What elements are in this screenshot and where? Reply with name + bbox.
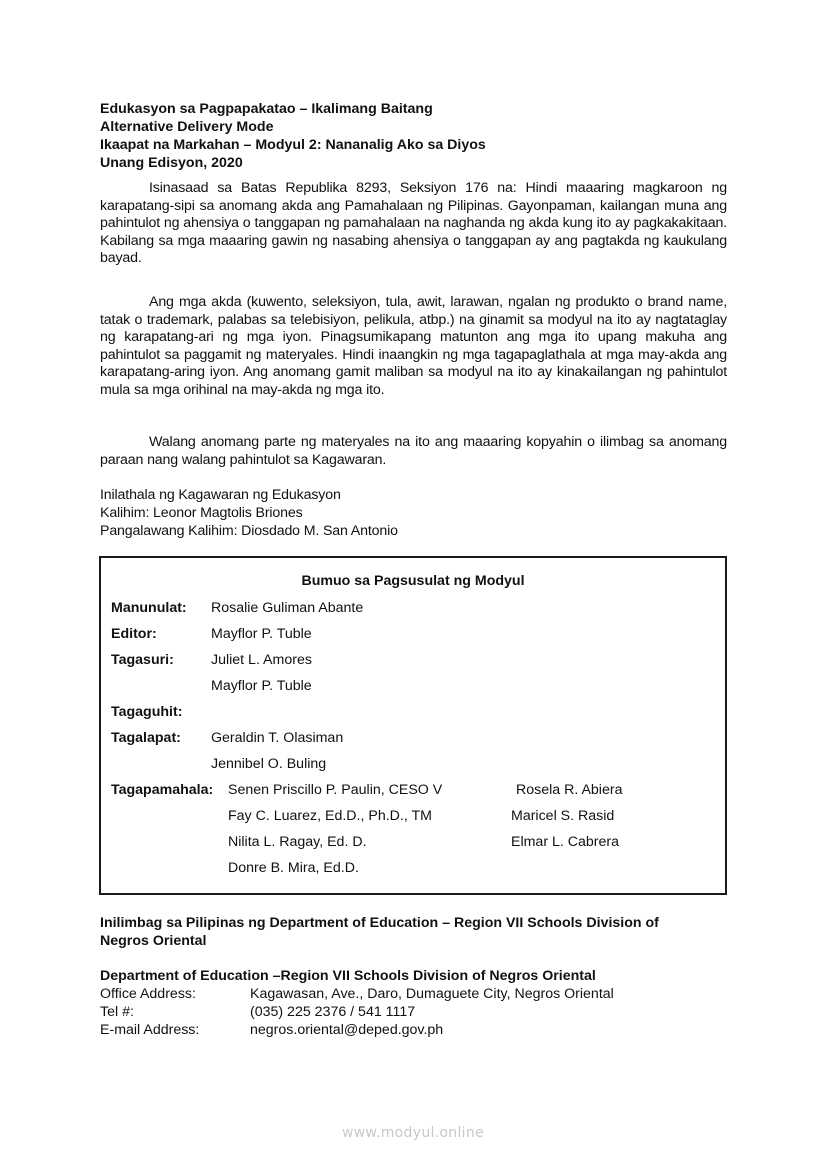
credit-value: Juliet L. Amores [211,652,312,668]
credit-label: Tagalapat: [111,730,181,746]
credit-row-managers-2 [111,807,711,825]
manager-name: Maricel S. Rasid [511,808,615,824]
contact-row-tel [100,1003,740,1021]
copyright-paragraph-3 [100,434,727,469]
paragraph-text: Ang mga akda (kuwento, seleksiyon, tula, awit, larawan, ngalan ng produkto o brand name, tatak o trademark, palabas sa telebisiyon, pelikula, atbp.) na ginamit sa modyul na ito ay nagtataglay ng karapatang-ari ng mga iyon. Pinagsumikapang matunton ang mga ito upang makuha ang pahintulot sa paggamit ng materyales. Hindi inaangkin ng mga tagapaglathala at mga may-akda ang karapatang-aring iyon. Ang anomang gamit maliban sa modyul na ito ay kinakailangan ng pahintulot mula sa mga orihinal na may-akda ng mga ito. [100,294,727,398]
manager-name: Fay C. Luarez, Ed.D., Ph.D., TM [228,808,432,824]
credit-value: Rosalie Guliman Abante [211,600,364,616]
credit-row-managers-4 [111,859,711,877]
publisher-line: Inilathala ng Kagawaran ng Edukasyon [100,487,341,503]
watermark: www.modyul.online [342,1125,484,1141]
credit-row-managers-3 [111,833,711,851]
undersecretary-line: Pangalawang Kalihim: Diosdado M. San Antonio [100,523,398,539]
credit-label: Editor: [111,626,157,642]
document-header [100,100,740,172]
credit-label: Manunulat: [111,600,187,616]
contact-value: negros.oriental@deped.gov.ph [250,1022,444,1038]
credit-value: Mayflor P. Tuble [211,678,312,694]
contact-row-email [100,1021,740,1039]
contact-label: E-mail Address: [100,1022,200,1038]
manager-name: Nilita L. Ragay, Ed. D. [228,834,367,850]
credit-value: Geraldin T. Olasiman [211,730,344,746]
manager-name: Rosela R. Abiera [516,782,623,798]
printed-line: Negros Oriental [100,933,207,949]
contact-label: Tel #: [100,1004,134,1020]
credit-label: Tagasuri: [111,652,174,668]
credit-row-managers [111,781,711,799]
edition: Unang Edisyon, 2020 [100,155,243,171]
credit-label: Tagapamahala: [111,782,214,798]
contact-row-address [100,985,740,1003]
paragraph-text: Isinasaad sa Batas Republika 8293, Seksiyon 176 na: Hindi maaaring magkaroon ng karapatang-sipi sa anomang akda ang Pamahalaan ng Pilipinas. Gayonpaman, kailangan muna ang pahintulot ng ahensiya o tanggapan ng pamahalaan na naghanda ng akda kung ito ay pagkakakitaan. Kabilang sa mga maaaring gawin ng nasabing ahensiya o tanggapan ay ang pagtakda ng kaukulang bayad. [100,180,727,267]
copyright-paragraph-2 [100,294,727,400]
credit-value: Jennibel O. Buling [211,756,327,772]
printed-notice [100,914,740,950]
manager-name: Donre B. Mira, Ed.D. [228,860,359,876]
copyright-paragraph-1 [100,180,727,268]
printed-line: Inilimbag sa Pilipinas ng Department of Education – Region VII Schools Division of [100,915,659,931]
credits-title: Bumuo sa Pagsusulat ng Modyul [301,573,525,589]
module-title: Ikaapat na Markahan – Modyul 2: Nananalig Ako sa Diyos [100,137,486,153]
publisher-info [100,486,700,540]
secretary-line: Kalihim: Leonor Magtolis Briones [100,505,303,521]
contact-info [100,967,740,1039]
delivery-mode: Alternative Delivery Mode [100,119,274,135]
credits-box [99,556,727,895]
credit-value: Mayflor P. Tuble [211,626,312,642]
manager-name: Elmar L. Cabrera [511,834,620,850]
subject-title: Edukasyon sa Pagpapakatao – Ikalimang Baitang [100,101,433,117]
contact-label: Office Address: [100,986,196,1002]
manager-name: Senen Priscillo P. Paulin, CESO V [228,782,443,798]
contact-value: Kagawasan, Ave., Daro, Dumaguete City, Negros Oriental [250,986,614,1002]
paragraph-text: Walang anomang parte ng materyales na ito ang maaaring kopyahin o ilimbag sa anomang paraan nang walang pahintulot sa Kagawaran. [100,434,727,468]
contact-heading: Department of Education –Region VII Schools Division of Negros Oriental [100,968,596,984]
credit-label: Tagaguhit: [111,704,183,720]
contact-value: (035) 225 2376 / 541 1117 [250,1004,416,1020]
